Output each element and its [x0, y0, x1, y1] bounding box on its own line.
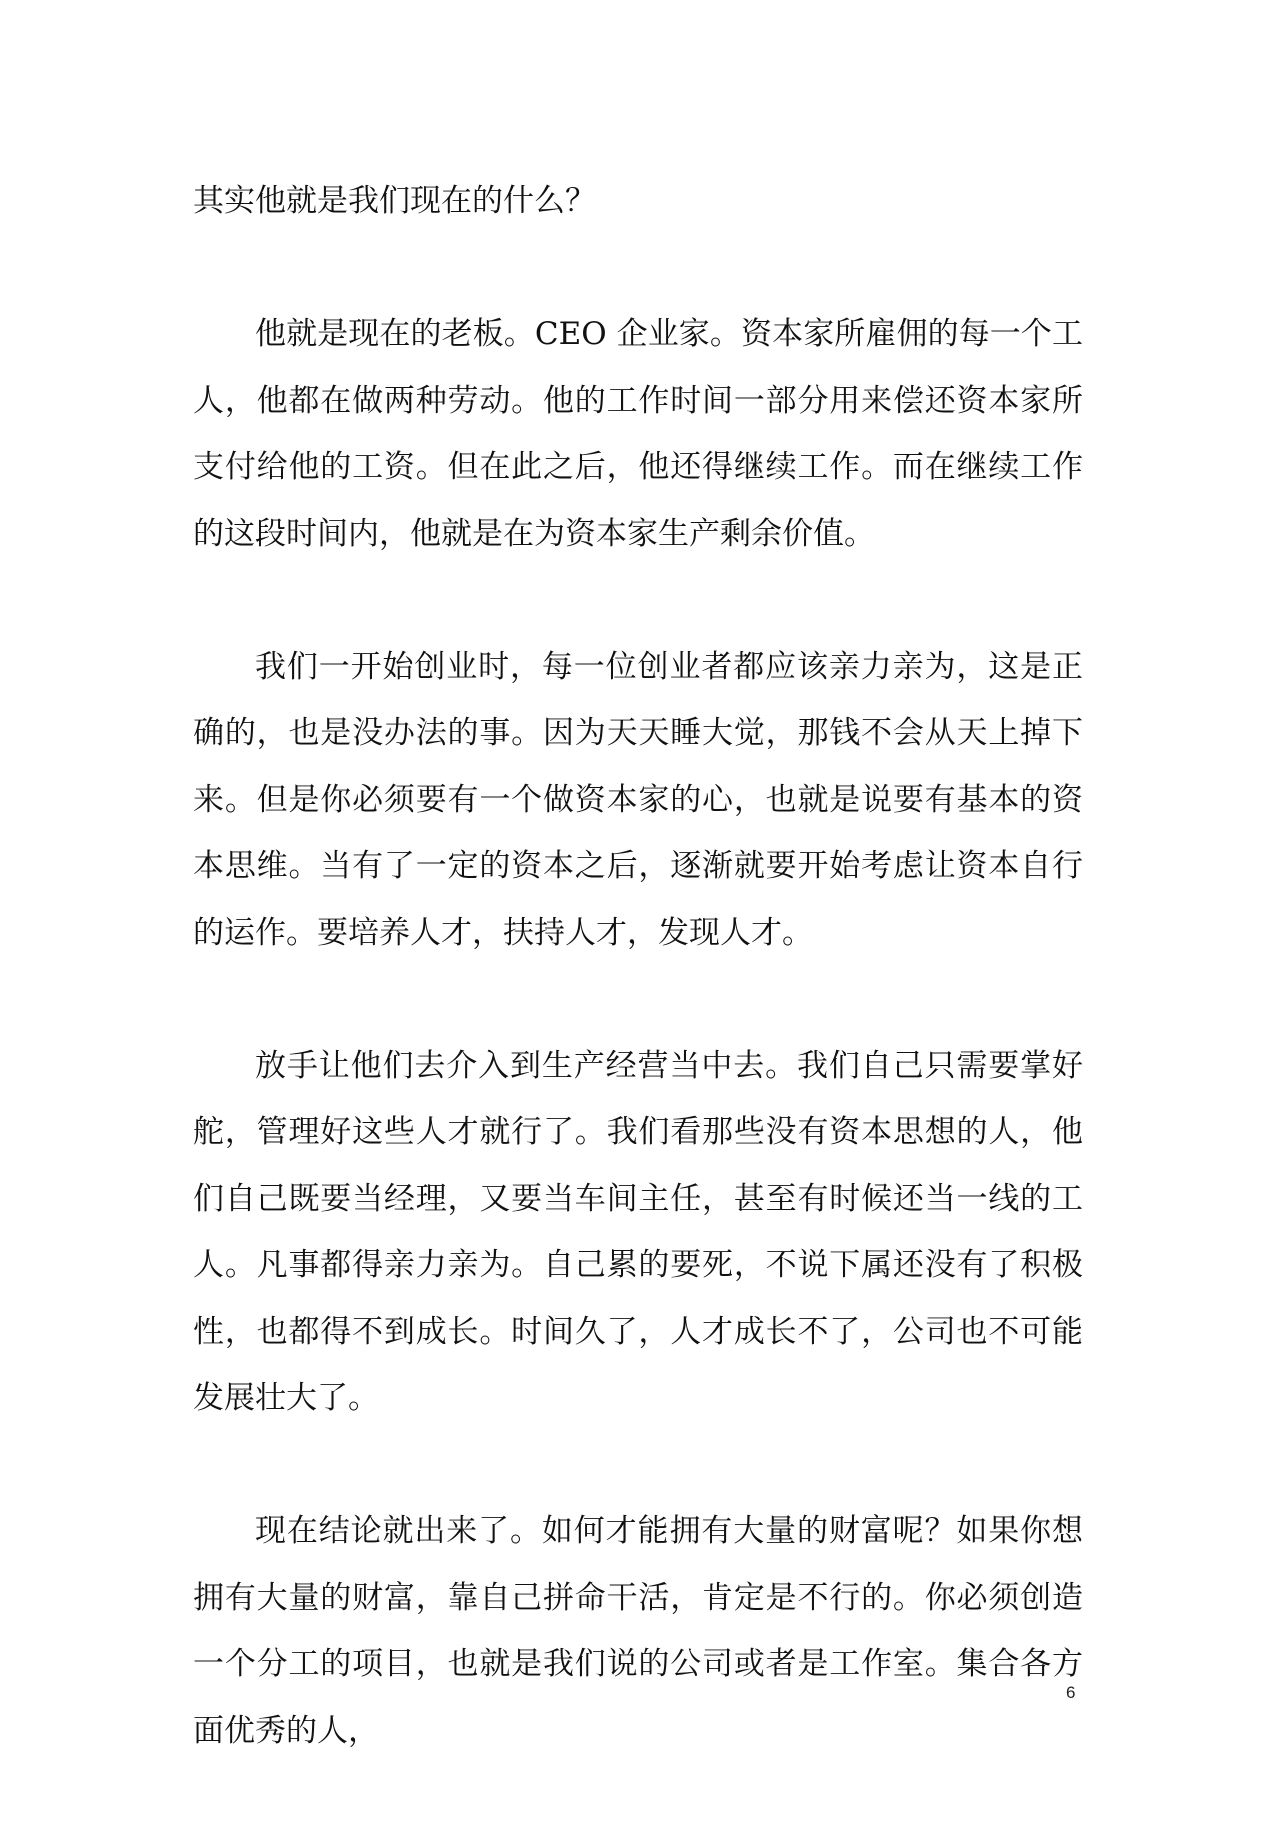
paragraph-5: 现在结论就出来了。如何才能拥有大量的财富呢？如果你想拥有大量的财富，靠自己拼命干活，肯定是不行的。你必须创造一个分工的项目，也就是我们说的公司或者是工作室。集合各方面优秀的人，	[193, 1513, 1083, 1749]
page-number: 6	[1066, 1683, 1076, 1702]
paragraph-1: 其实他就是我们现在的什么？	[193, 183, 596, 219]
paragraph-4: 放手让他们去介入到生产经营当中去。我们自己只需要掌好舵，管理好这些人才就行了。我们看那些没有资本思想的人，他们自己既要当经理，又要当车间主任，甚至有时候还当一线的工人。凡事都得亲力亲为。自己累的要死，不说下属还没有了积极性，也都得不到成长。时间久了，人才成长不了，公司也不可能发展壮大了。	[193, 1047, 1083, 1416]
body-text	[193, 168, 1083, 1831]
paragraph-2: 他就是现在的老板。CEO 企业家。资本家所雇佣的每一个工人，他都在做两种劳动。他的工作时间一部分用来偿还资本家所支付给他的工资。但在此之后，他还得继续工作。而在继续工作的这段时间内，他就是在为资本家生产剩余价值。	[193, 316, 1083, 552]
paragraph-3: 我们一开始创业时，每一位创业者都应该亲力亲为，这是正确的，也是没办法的事。因为天天睡大觉，那钱不会从天上掉下来。但是你必须要有一个做资本家的心，也就是说要有基本的资本思维。当有了一定的资本之后，逐渐就要开始考虑让资本自行的运作。要培养人才，扶持人才，发现人才。	[193, 648, 1083, 951]
